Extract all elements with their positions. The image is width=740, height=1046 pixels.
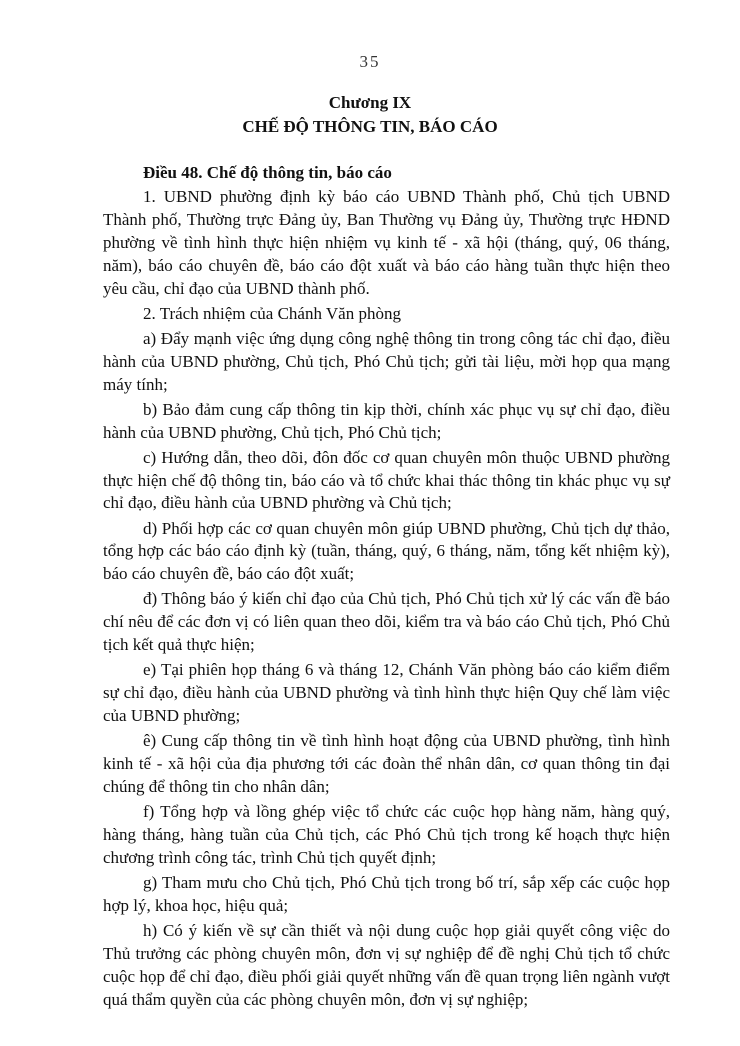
article-title: Điều 48. Chế độ thông tin, báo cáo bbox=[143, 163, 392, 182]
document-body bbox=[103, 162, 670, 1012]
paragraph-ee: ê) Cung cấp thông tin về tình hình hoạt động của UBND phường, tình hình kinh tế - xã hội của địa phương tới các đoàn thể nhân dân, cơ quan thông tin đại chúng để thông tin cho nhân dân; bbox=[103, 731, 670, 797]
paragraph-a: a) Đẩy mạnh việc ứng dụng công nghệ thông tin trong công tác chỉ đạo, điều hành của UBND phường, Chủ tịch, Phó Chủ tịch; gửi tài liệu, mời họp qua mạng máy tính; bbox=[103, 328, 670, 394]
chapter-title: CHẾ ĐỘ THÔNG TIN, BÁO CÁO bbox=[242, 117, 498, 136]
paragraph-d: d) Phối hợp các cơ quan chuyên môn giúp UBND phường, Chủ tịch dự thảo, tổng hợp các báo cáo định kỳ (tuần, tháng, quý, 6 tháng, năm, tổng kết nhiệm kỳ), báo cáo chuyên đề, báo cáo đột xuất; bbox=[103, 518, 670, 584]
page-number: 35 bbox=[359, 52, 381, 71]
paragraph-c: c) Hướng dẫn, theo dõi, đôn đốc cơ quan chuyên môn thuộc UBND phường thực hiện chế độ thông tin, báo cáo và tổ chức khai thác thông tin khác phục vụ sự chỉ đạo, điều hành của UBND phường và Chủ tịch; bbox=[103, 447, 670, 513]
paragraph-1: 1. UBND phường định kỳ báo cáo UBND Thành phố, Chủ tịch UBND Thành phố, Thường trực Đảng ủy, Ban Thường vụ Đảng ủy, Thường trực HĐND phường về tình hình thực hiện nhiệm vụ kinh tế - xã hội (tháng, quý, 06 tháng, năm), báo cáo chuyên đề, báo cáo đột xuất và báo cáo hàng tuần thực hiện theo yêu cầu, chỉ đạo của UBND thành phố. bbox=[103, 186, 670, 298]
chapter-heading: Chương IX bbox=[328, 93, 412, 112]
paragraph-f: f) Tổng hợp và lồng ghép việc tổ chức các cuộc họp hàng năm, hàng quý, hàng tháng, hàng tuần của Chủ tịch, các Phó Chủ tịch trong kế hoạch thực hiện chương trình công tác, trình Chủ tịch quyết định; bbox=[103, 802, 670, 867]
paragraph-2: 2. Trách nhiệm của Chánh Văn phòng bbox=[143, 303, 401, 323]
paragraph-b: b) Bảo đảm cung cấp thông tin kịp thời, chính xác phục vụ sự chỉ đạo, điều hành của UBND phường, Chủ tịch, Phó Chủ tịch; bbox=[103, 399, 670, 442]
paragraph-e: e) Tại phiên họp tháng 6 và tháng 12, Chánh Văn phòng báo cáo kiểm điểm sự chỉ đạo, điều hành của UBND phường và tình hình thực hiện Quy chế làm việc của UBND phường; bbox=[103, 660, 670, 726]
paragraph-dd: đ) Thông báo ý kiến chỉ đạo của Chủ tịch, Phó Chủ tịch xử lý các vấn đề báo chí nêu để các đơn vị có liên quan theo dõi, kiểm tra và báo cáo Chủ tịch, Phó Chủ tịch kết quả thực hiện; bbox=[103, 589, 670, 655]
paragraph-g: g) Tham mưu cho Chủ tịch, Phó Chủ tịch trong bố trí, sắp xếp các cuộc họp hợp lý, khoa học, hiệu quả; bbox=[103, 873, 670, 915]
paragraph-h: h) Có ý kiến về sự cần thiết và nội dung cuộc họp giải quyết công việc do Thủ trưởng các phòng chuyên môn, đơn vị sự nghiệp để đề nghị Chủ tịch tổ chức cuộc họp để chỉ đạo, điều phối giải quyết những vấn đề quan trọng liên ngành vượt quá thẩm quyền của các phòng chuyên môn, đơn vị sự nghiệp; bbox=[103, 921, 670, 1009]
